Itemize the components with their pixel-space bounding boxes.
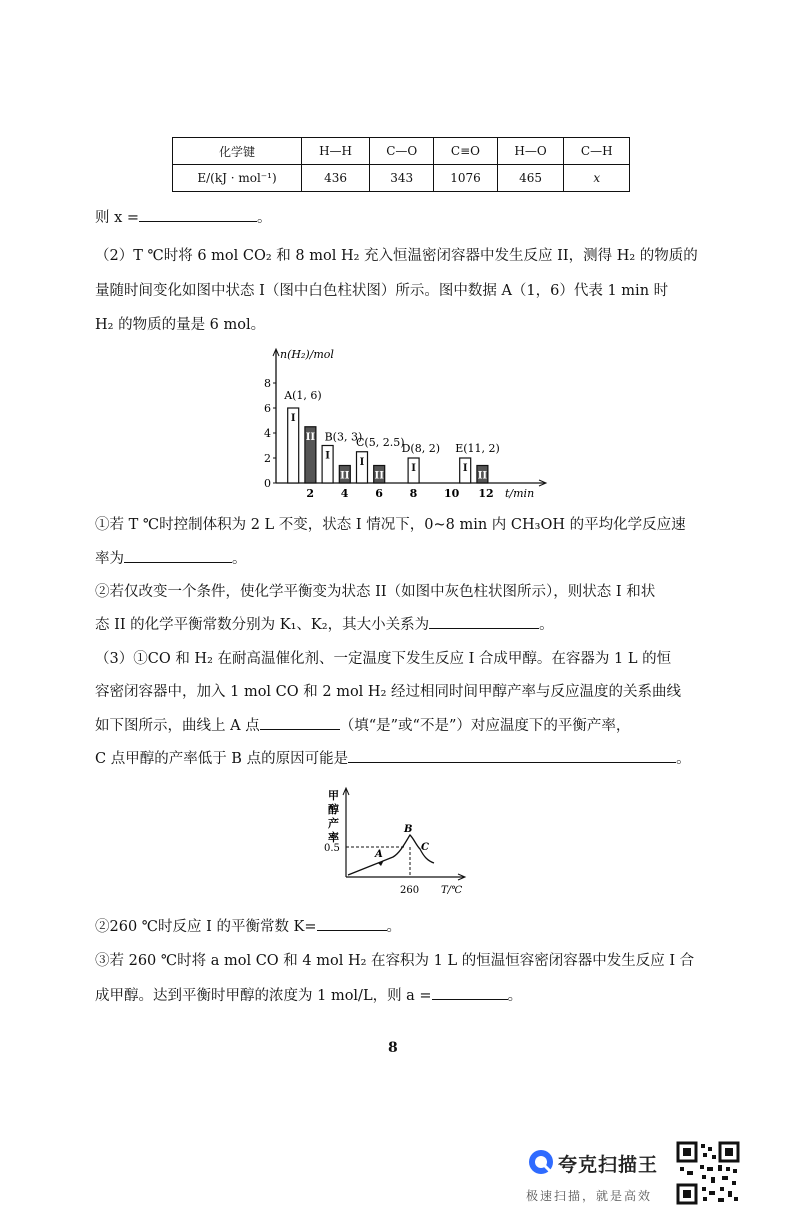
- answer-blank[interactable]: [348, 748, 676, 763]
- table-cell: H—H: [302, 138, 370, 165]
- table-cell: C≡O: [434, 138, 497, 165]
- question-line: 量随时间变化如图中状态 I（图中白色柱状图）所示。图中数据 A（1，6）代表 1 min 时: [95, 283, 669, 299]
- question-line: 容密闭容器中，加入 1 mol CO 和 2 mol H₂ 经过相同时间甲醇产率与反应温度的关系曲线: [95, 684, 681, 700]
- curve-point-label: C: [421, 842, 429, 853]
- question-line: ②若仅改变一个条件，使化学平衡变为状态 II（如图中灰色柱状图所示），则状态 I 和状: [95, 584, 656, 600]
- methanol-yield-chart: [318, 785, 468, 897]
- y-axis-label: 醇: [328, 803, 339, 816]
- question-line: ③若 260 ℃时将 a mol CO 和 4 mol H₂ 在容积为 1 L 的恒温恒容密闭容器中发生反应 I 合: [95, 953, 695, 969]
- y-axis-label: 率: [328, 831, 339, 844]
- question-line: ①若 T ℃时控制体积为 2 L 不变，状态 I 情况下，0~8 min 内 CH₃OH 的平均化学反应速: [95, 517, 686, 533]
- table-cell: 化学键: [173, 138, 302, 165]
- table-cell: C—H: [564, 138, 630, 165]
- answer-line-a: 如下图所示，曲线上 A 点 （填“是”或“不是”）对应温度下的平衡产率，: [95, 715, 715, 736]
- y-tick-label: 4: [264, 427, 271, 440]
- x-tick-label: 10: [444, 487, 460, 500]
- curve-point-label: B: [404, 824, 413, 835]
- x-tick-label: 260: [400, 885, 420, 896]
- bar-label: I: [325, 450, 330, 462]
- point-label: D(8, 2): [401, 442, 441, 455]
- y-axis-label: 甲: [328, 789, 339, 802]
- y-tick-label: 2: [264, 452, 271, 465]
- answer-blank[interactable]: [317, 916, 387, 931]
- answer-line-amount: 成甲醇。达到平衡时甲醇的浓度为 1 mol/L，则 a = 。: [95, 985, 715, 1006]
- bar-label: I: [462, 463, 468, 474]
- page-number: 8: [388, 1040, 398, 1056]
- qr-code-icon: [676, 1141, 740, 1205]
- bar-label: I: [290, 413, 296, 424]
- table-cell: H—O: [497, 138, 564, 165]
- y-axis-label: 产: [328, 817, 339, 830]
- yield-curve: [348, 835, 434, 875]
- question-line: （2）T ℃时将 6 mol CO₂ 和 8 mol H₂ 充入恒温密闭容器中发生反应 II，测得 H₂ 的物质的: [95, 248, 698, 264]
- x-axis-label: T/℃: [441, 885, 463, 896]
- watermark-name: 夸克扫描王: [558, 1154, 659, 1176]
- table-cell: 465: [497, 165, 564, 192]
- bar-label: II: [305, 431, 316, 443]
- bond-energy-table: [172, 137, 630, 192]
- point-label: A(1, 6): [284, 389, 322, 402]
- x-tick-label: 8: [409, 487, 418, 500]
- table-cell: C—O: [370, 138, 434, 165]
- question-line: （3）①CO 和 H₂ 在耐高温催化剂、一定温度下发生反应 I 合成甲醇。在容器为 1 L 的恒: [95, 651, 672, 667]
- y-tick-label: 0.5: [324, 843, 340, 854]
- y-tick-label: 6: [264, 402, 271, 415]
- y-tick-label: 0: [264, 477, 271, 490]
- point-label: E(11, 2): [455, 442, 500, 455]
- h2-bar-chart: [255, 340, 555, 505]
- quark-logo-icon: [527, 1148, 555, 1176]
- table-cell: x: [564, 165, 630, 192]
- x-axis-label: t/min: [505, 487, 535, 500]
- answer-line-x: 则 x = 。: [95, 207, 715, 228]
- watermark-slogan: 极速扫描，就是高效: [526, 1189, 653, 1203]
- table-header-row: [173, 138, 630, 165]
- bar-label: I: [411, 463, 416, 474]
- table-cell: 436: [302, 165, 370, 192]
- bar-label: II: [477, 470, 488, 482]
- x-tick-label: 2: [306, 487, 315, 500]
- point-label: B(3, 3): [324, 430, 363, 444]
- x-tick-label: 12: [478, 487, 494, 500]
- answer-blank[interactable]: [429, 614, 539, 629]
- table-row: [173, 165, 630, 192]
- answer-line-k260: ②260 ℃时反应 I 的平衡常数 K= 。: [95, 916, 715, 937]
- curve-arrow-icon: [378, 860, 384, 866]
- bar-label: I: [359, 456, 365, 468]
- answer-blank[interactable]: [432, 985, 508, 1000]
- answer-line-rate: 率为 。: [95, 548, 715, 569]
- y-tick-label: 8: [264, 377, 271, 390]
- answer-line-k: 态 II 的化学平衡常数分别为 K₁、K₂，其大小关系为 。: [95, 614, 715, 635]
- x-tick-label: 4: [340, 487, 349, 500]
- bar-label: II: [340, 470, 350, 482]
- table-cell: 343: [370, 165, 434, 192]
- x-tick-label: 6: [375, 487, 383, 500]
- answer-blank[interactable]: [260, 715, 340, 730]
- answer-blank[interactable]: [139, 207, 257, 222]
- answer-line-c: C 点甲醇的产率低于 B 点的原因可能是 。: [95, 748, 715, 769]
- bar-label: II: [374, 470, 384, 482]
- table-cell: E/(kJ · mol⁻¹): [173, 165, 302, 192]
- table-cell: 1076: [434, 165, 497, 192]
- point-label: C(5, 2.5): [356, 435, 405, 449]
- question-line: H₂ 的物质的量是 6 mol。: [95, 317, 266, 333]
- curve-point-label: A: [375, 849, 383, 860]
- y-axis-label: n(H₂)/mol: [280, 348, 334, 361]
- answer-blank[interactable]: [124, 548, 232, 563]
